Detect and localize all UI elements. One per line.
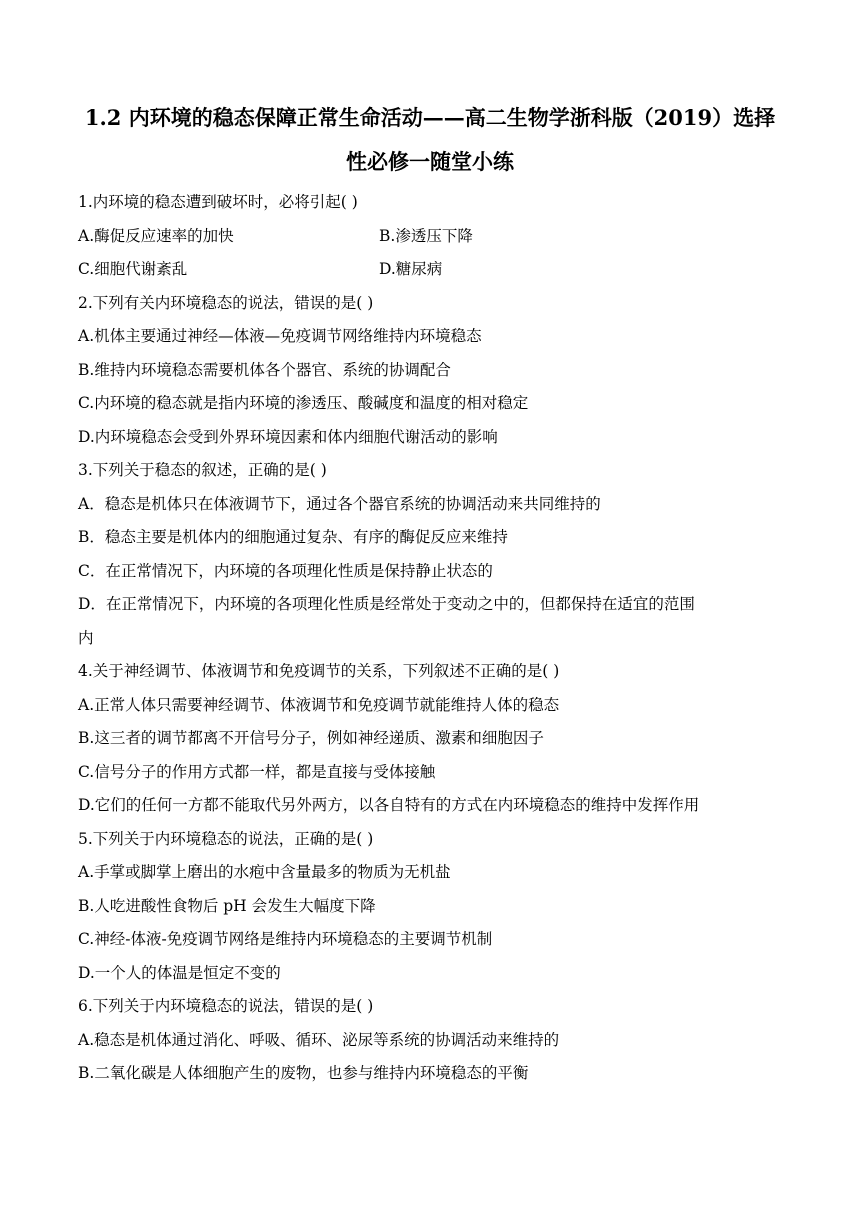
question-3-option-c: C．在正常情况下，内环境的各项理化性质是保持静止状态的 (78, 561, 493, 580)
document-title (60, 96, 800, 184)
question-3-option-d-line-1: D．在正常情况下，内环境的各项理化性质是经常处于变动之中的，但都保持在适宜的范围 (78, 595, 695, 613)
title-line-2: 性必修一随堂小练 (346, 149, 514, 174)
question-1-option-b: B.渗透压下降 (379, 226, 473, 245)
question-4-option-a: A.正常人体只需要神经调节、体液调节和免疫调节就能维持人体的稳态 (78, 695, 560, 714)
question-6-option-a: A.稳态是机体通过消化、呼吸、循环、泌尿等系统的协调活动来维持的 (78, 1030, 560, 1049)
question-5-option-c: C.神经-体液-免疫调节网络是维持内环境稳态的主要调节机制 (78, 930, 493, 948)
question-4-option-d: D.它们的任何一方都不能取代另外两方，以各自特有的方式在内环境稳态的维持中发挥作用 (78, 796, 700, 814)
question-6-option-b: B.二氧化碳是人体细胞产生的废物，也参与维持内环境稳态的平衡 (78, 1064, 529, 1082)
question-4-option-c: C.信号分子的作用方式都一样，都是直接与受体接触 (78, 762, 436, 781)
question-2-option-a: A.机体主要通过神经—体液—免疫调节网络维持内环境稳态 (78, 327, 482, 345)
question-2-option-c: C.内环境的稳态就是指内环境的渗透压、酸碱度和温度的相对稳定 (78, 394, 529, 412)
question-4-stem: 4.关于神经调节、体液调节和免疫调节的关系，下列叙述不正确的是( ) (78, 662, 560, 680)
question-1-option-a: A.酶促反应速率的加快 (78, 226, 234, 245)
question-3-stem: 3.下列关于稳态的叙述，正确的是( ) (78, 461, 327, 479)
question-1-options-row-2 (78, 253, 790, 287)
question-1-option-d: D.糖尿病 (379, 260, 443, 278)
question-1-stem: 1.内环境的稳态遭到破坏时，必将引起( ) (78, 193, 358, 211)
question-3-option-d-line-2: 内 (78, 628, 94, 647)
question-3-option-a: A．稳态是机体只在体液调节下，通过各个器官系统的协调活动来共同维持的 (78, 494, 601, 513)
question-5-stem: 5.下列关于内环境稳态的说法，正确的是( ) (78, 829, 374, 848)
question-5-option-d: D.一个人的体温是恒定不变的 (78, 963, 281, 982)
question-3-option-b: B．稳态主要是机体内的细胞通过复杂、有序的酶促反应来维持 (78, 528, 508, 546)
question-5-option-b: B.人吃进酸性食物后 pH 会发生大幅度下降 (78, 896, 376, 915)
question-list (78, 186, 790, 1091)
question-2-stem: 2.下列有关内环境稳态的说法，错误的是( ) (78, 293, 374, 312)
question-6-stem: 6.下列关于内环境稳态的说法，错误的是( ) (78, 997, 374, 1015)
question-1-option-c: C.细胞代谢紊乱 (78, 260, 188, 278)
question-1-options-row-1 (78, 220, 790, 254)
question-5-option-a: A.手掌或脚掌上磨出的水疱中含量最多的物质为无机盐 (78, 863, 451, 881)
question-2-option-d: D.内环境稳态会受到外界环境因素和体内细胞代谢活动的影响 (78, 427, 498, 446)
question-2-option-b: B.维持内环境稳态需要机体各个器官、系统的协调配合 (78, 360, 451, 379)
title-line-1: 1.2 内环境的稳态保障正常生命活动——高二生物学浙科版（2019）选择 (84, 105, 776, 130)
question-4-option-b: B.这三者的调节都离不开信号分子，例如神经递质、激素和细胞因子 (78, 729, 544, 747)
